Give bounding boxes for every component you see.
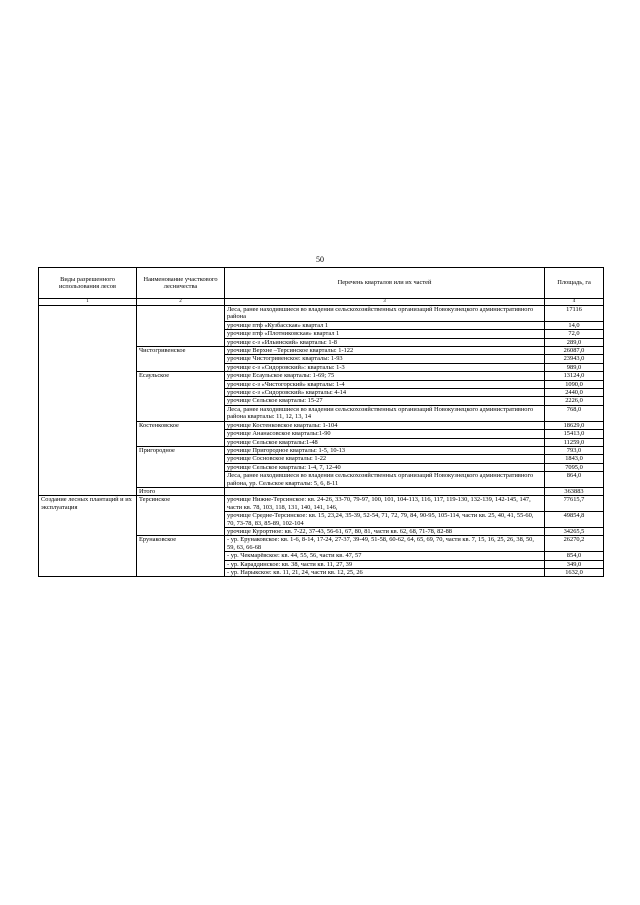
quarters-cell: - ур. Караддинское: кв. 38, части кв. 11, 27, 39 <box>225 560 545 568</box>
quarters-cell: - ур. Чекмарёвское: кв. 44, 55, 56, части кв. 47, 57 <box>225 552 545 560</box>
quarters-cell: урочище Сельское кварталы:1-48 <box>225 438 545 446</box>
area-cell: 349,0 <box>545 560 604 568</box>
area-cell: 854,0 <box>545 552 604 560</box>
quarters-cell: урочище с-з «Сидоровский» кварталы: 4-14 <box>225 389 545 397</box>
area-cell: 34265,5 <box>545 527 604 535</box>
quarters-cell: урочище Нижне-Терсинское: кв. 24-26, 33-70, 79-97, 100, 101, 104-113, 116, 117, 119-130, 132-139, 142-145, 147, части кв. 78, 103, 118, 131, 140, 141, 146, <box>225 496 545 512</box>
quarters-cell <box>225 487 545 495</box>
quarters-cell: урочище птф «Плотниковская» квартал 1 <box>225 330 545 338</box>
quarters-cell: урочище с-з «Сидоровский»: кварталы: 1-3 <box>225 363 545 371</box>
forestry-cell <box>137 306 225 347</box>
area-cell: 793,0 <box>545 446 604 454</box>
column-number: 3 <box>225 299 545 306</box>
header-area: Площадь, га <box>545 268 604 299</box>
area-cell: 7095,0 <box>545 463 604 471</box>
quarters-cell: урочище Средне-Терсинское: кв. 15, 23,24, 35-39, 52-54, 71, 72, 79, 84, 90-95, 105-114, части кв. 25, 40, 41, 55-60, 70, 73-78, 83, 85-89, 102-104 <box>225 512 545 528</box>
area-cell: 1090,0 <box>545 380 604 388</box>
forest-quarters-table <box>38 267 604 577</box>
area-cell: 18629,0 <box>545 421 604 429</box>
quarters-cell: урочище Пригородное кварталы: 1-5, 10-13 <box>225 446 545 454</box>
area-cell: 14,0 <box>545 321 604 329</box>
forestry-cell: Костенковское <box>137 421 225 446</box>
quarters-cell: урочище Сельское кварталы: 15-27 <box>225 397 545 405</box>
area-cell: 11259,0 <box>545 438 604 446</box>
quarters-cell: урочище Чистогривенское: кварталы: 1-93 <box>225 355 545 363</box>
column-number: 1 <box>39 299 137 306</box>
quarters-cell: урочище Ананасовское кварталы:1-90 <box>225 430 545 438</box>
quarters-cell: - ур. Нарыкское: кв. 11, 21, 24, части кв. 12, 25, 26 <box>225 569 545 577</box>
area-cell: 864,0 <box>545 472 604 488</box>
quarters-cell: урочище Курортное: кв. 7-22, 37-43, 56-61, 67, 80, 81, части кв. 62, 68, 71-78, 82-88 <box>225 527 545 535</box>
column-number: 4 <box>545 299 604 306</box>
table-row <box>39 306 604 322</box>
area-cell: 363883 <box>545 487 604 495</box>
header-forestry: Наименование участкового лесничества <box>137 268 225 299</box>
quarters-cell: урочище Есаульское кварталы: 1-69; 75 <box>225 372 545 380</box>
area-cell: 72,0 <box>545 330 604 338</box>
table-header-row <box>39 268 604 299</box>
area-cell: 768,0 <box>545 405 604 421</box>
table-body <box>39 306 604 577</box>
quarters-cell: Леса, ранее находившиеся во владении сельскохозяйственных организаций Новокузнецкого административного района кварталы: 11, 12, 13, 14 <box>225 405 545 421</box>
quarters-cell: урочище с-з «Чистогорский» кварталы: 1-4 <box>225 380 545 388</box>
area-cell: 49854,8 <box>545 512 604 528</box>
area-cell: 23943,0 <box>545 355 604 363</box>
area-cell: 15413,0 <box>545 430 604 438</box>
quarters-cell: урочище Сельское кварталы: 1-4, 7, 12-40 <box>225 463 545 471</box>
quarters-cell: урочище с-з «Ильинский» кварталы: 1-8 <box>225 338 545 346</box>
quarters-cell: Леса, ранее находившиеся во владении сельскохозяйственных организаций Новокузнецкого административного района, ур. Сельское кварталы: 5, 6, 8-11 <box>225 472 545 488</box>
forestry-cell: Терсинское <box>137 496 225 536</box>
use-type-cell: Создание лесных плантаций и их эксплуатация <box>39 496 137 577</box>
column-number-row <box>39 299 604 306</box>
area-cell: 989,0 <box>545 363 604 371</box>
quarters-cell: урочище Сосновское кварталы: 1-22 <box>225 455 545 463</box>
area-cell: 26087,0 <box>545 347 604 355</box>
area-cell: 1843,0 <box>545 455 604 463</box>
area-cell: 289,0 <box>545 338 604 346</box>
column-number: 2 <box>137 299 225 306</box>
header-quarters: Перечень кварталов или их частей <box>225 268 545 299</box>
forestry-cell: Пригородное <box>137 446 225 487</box>
table-row <box>39 496 604 512</box>
area-cell: 2226,0 <box>545 397 604 405</box>
area-cell: 2440,0 <box>545 389 604 397</box>
quarters-cell: урочище Костенковское кварталы: 1-104 <box>225 421 545 429</box>
quarters-cell: Леса, ранее находившиеся во владении сельскохозяйственных организаций Новокузнецкого административного района <box>225 306 545 322</box>
use-type-cell <box>39 306 137 496</box>
page-number: 50 <box>316 255 324 264</box>
area-cell: 17116 <box>545 306 604 322</box>
quarters-cell: урочище птф «Кузбасская» квартал 1 <box>225 321 545 329</box>
quarters-cell: - ур. Ерунаковское: кв. 1-6, 8-14, 17-24, 27-37, 39-49, 51-58, 60-62, 64, 65, 69, 70, части кв. 7, 15, 16, 25, 26, 38, 50, 59, 63, 66-68 <box>225 536 545 552</box>
quarters-cell: урочище Верхне –Терсинское кварталы: 1-122 <box>225 347 545 355</box>
header-use-type: Виды разрешенного использования лесов <box>39 268 137 299</box>
forestry-cell: Чистогривенское <box>137 347 225 372</box>
area-cell: 77615,7 <box>545 496 604 512</box>
area-cell: 26270,2 <box>545 536 604 552</box>
forestry-cell: Есаульское <box>137 372 225 421</box>
forestry-cell: Ерунаковское <box>137 536 225 577</box>
area-cell: 13124,0 <box>545 372 604 380</box>
area-cell: 1632,0 <box>545 569 604 577</box>
forestry-cell: Итого <box>137 487 225 495</box>
